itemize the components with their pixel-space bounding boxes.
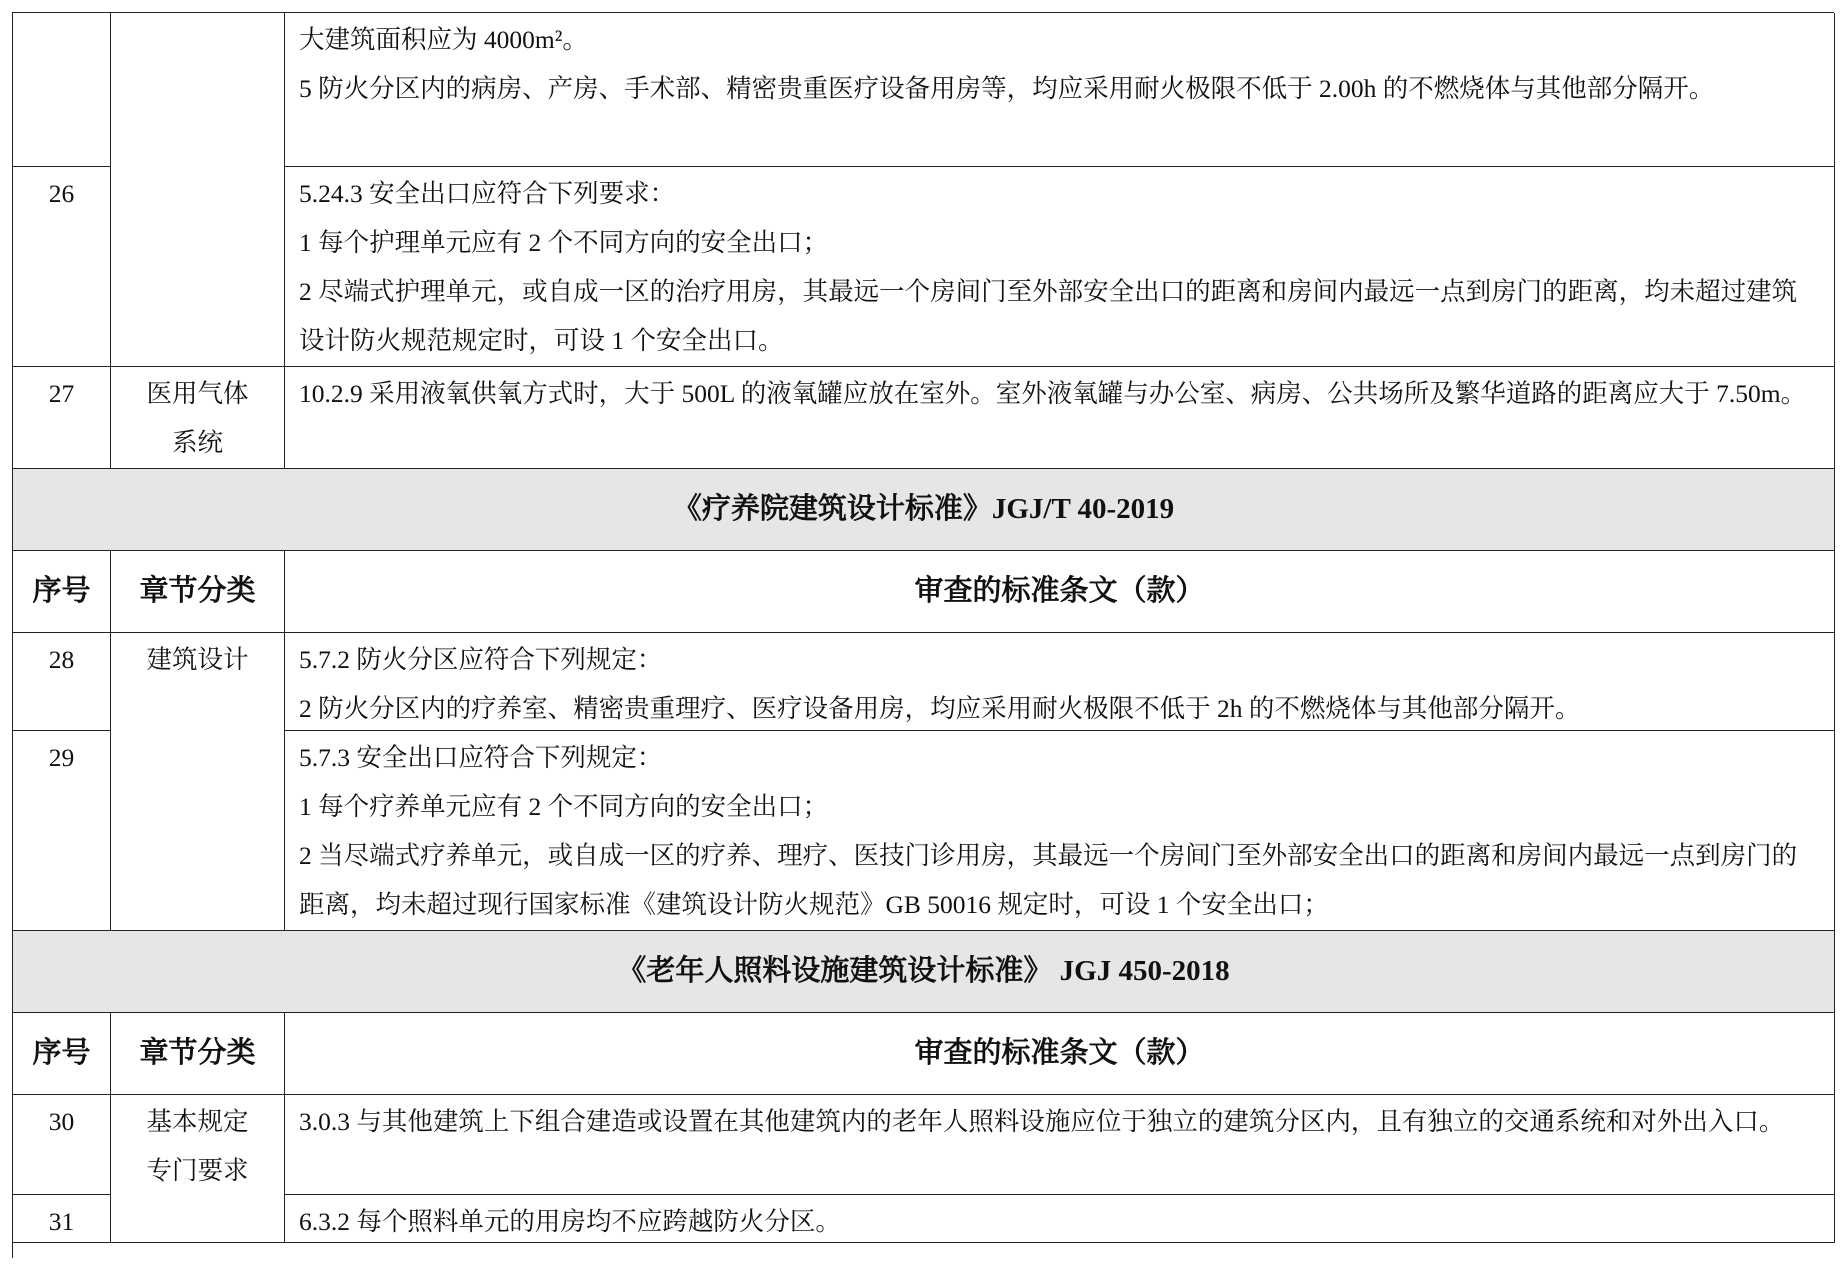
standards-table-page [12,12,1834,1258]
row-number: 29 [13,731,111,931]
clause-text-cell [285,731,1835,931]
clause-line: 1 每个疗养单元应有 2 个不同方向的安全出口； [299,792,829,821]
chapter-category-cell [111,1195,285,1243]
chapter-category: 医用气体系统 [111,367,285,469]
chapter-category-cell [111,13,285,167]
clause-line: 5 防火分区内的病房、产房、手术部、精密贵重医疗设备用房等，均应采用耐火极限不低于 2.00h 的不燃烧体与其他部分隔开。 [299,74,1715,103]
clause-line: 6.3.2 每个照料单元的用房均不应跨越防火分区。 [299,1207,841,1236]
header-number: 序号 [13,551,111,633]
header-clause-text: 审查的标准条文（款） [285,551,1835,633]
clause-text-cell [285,633,1835,731]
clause-text-cell [285,167,1835,367]
row-number: 30 [13,1095,111,1195]
chapter-category-cell [111,167,285,367]
header-category: 章节分类 [111,1013,285,1095]
clause-line: 2 防火分区内的疗养室、精密贵重理疗、医疗设备用房，均应采用耐火极限不低于 2h 的不燃烧体与其他部分隔开。 [299,694,1581,723]
clause-text-cell [285,13,1835,167]
clause-line: 大建筑面积应为 4000m²。 [299,25,588,54]
clause-line: 5.7.2 防火分区应符合下列规定： [299,645,663,674]
clause-line: 3.0.3 与其他建筑上下组合建造或设置在其他建筑内的老年人照料设施应位于独立的建筑分区内，且有独立的交通系统和对外出入口。 [299,1107,1785,1136]
clause-text-cell [285,367,1835,469]
row-number: 31 [13,1195,111,1243]
chapter-category: 基本规定专门要求 [111,1095,285,1195]
clause-line: 5.7.3 安全出口应符合下列规定： [299,743,663,772]
clause-line: 5.24.3 安全出口应符合下列要求： [299,179,676,208]
clause-text-cell [285,1195,1835,1243]
clause-line: 10.2.9 采用液氧供氧方式时，大于 500L 的液氧罐应放在室外。室外液氧罐与办公室、病房、公共场所及繁华道路的距离应大于 7.50m。 [299,379,1807,408]
standard-section-title: 《疗养院建筑设计标准》JGJ/T 40-2019 [13,469,1835,551]
row-number-cell [13,13,111,167]
clause-line: 2 尽端式护理单元，或自成一区的治疗用房，其最远一个房间门至外部安全出口的距离和房间内最远一点到房门的距离，均未超过建筑设计防火规范规定时，可设 1 个安全出口。 [299,277,1798,355]
header-clause-text: 审查的标准条文（款） [285,1013,1835,1095]
clause-line: 1 每个护理单元应有 2 个不同方向的安全出口； [299,228,829,257]
chapter-category-cell [111,731,285,931]
chapter-category: 建筑设计 [111,633,285,731]
header-category: 章节分类 [111,551,285,633]
row-number: 26 [13,167,111,367]
header-number: 序号 [13,1013,111,1095]
clause-line: 2 当尽端式疗养单元，或自成一区的疗养、理疗、医技门诊用房，其最远一个房间门至外部安全出口的距离和房间内最远一点到房门的距离，均未超过现行国家标准《建筑设计防火规范》GB 50016 规定时，可设 1 个安全出口； [299,841,1798,919]
row-number: 27 [13,367,111,469]
standards-table [12,12,1834,1258]
row-number: 28 [13,633,111,731]
standard-section-title: 《老年人照料设施建筑设计标准》 JGJ 450-2018 [13,931,1835,1013]
clause-text-cell [285,1095,1835,1195]
